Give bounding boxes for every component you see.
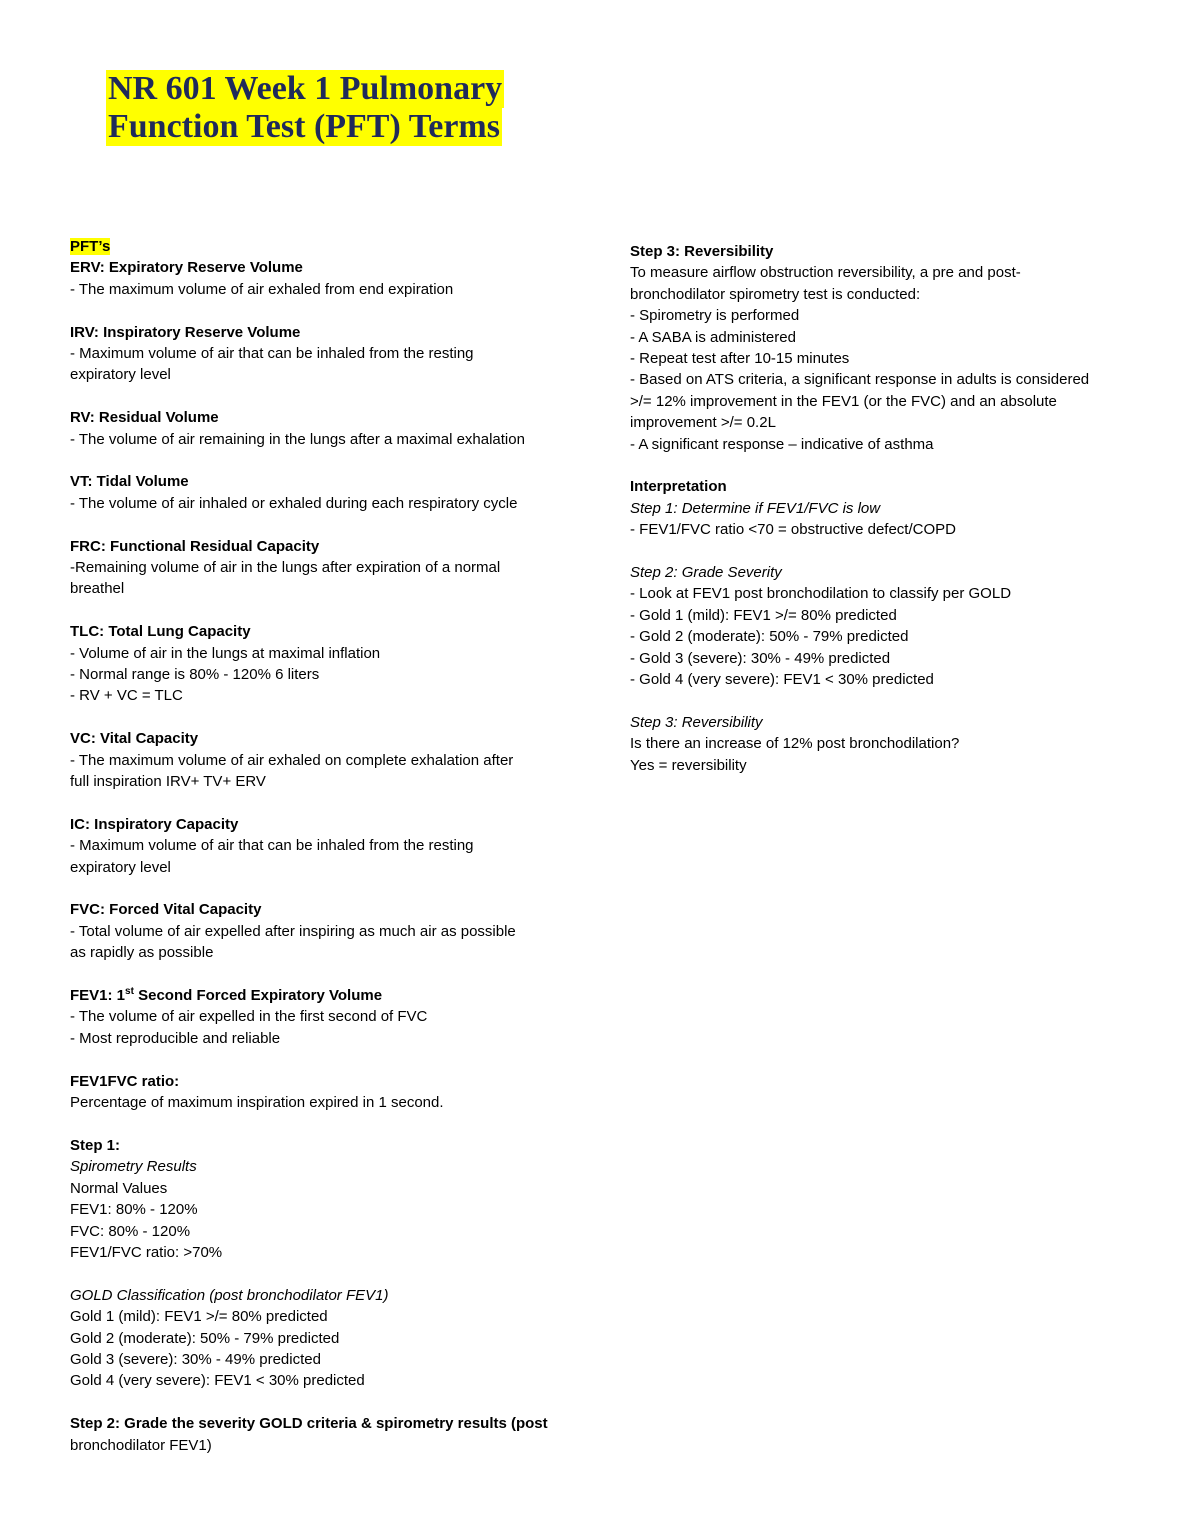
tlc-line: - Volume of air in the lungs at maximal inflation [70, 644, 381, 662]
vc-line: - The maximum volume of air exhaled on complete exhalation after [70, 751, 514, 769]
interp-step1-line: - FEV1/FVC ratio <70 = obstructive defect/COPD [630, 521, 956, 539]
normal-values-label: Normal Values [70, 1179, 168, 1197]
document-title [106, 70, 524, 146]
interpretation-heading: Interpretation [630, 478, 727, 496]
ic-line: expiratory level [70, 858, 171, 876]
step1-subheading: Spirometry Results [70, 1158, 197, 1176]
vc-heading: VC: Vital Capacity [70, 730, 199, 748]
fev1-line: - Most reproducible and reliable [70, 1029, 281, 1047]
interp-step2-heading: Step 2: Grade Severity [630, 564, 782, 582]
frc-heading: FRC: Functional Residual Capacity [70, 537, 320, 555]
vt-line: - The volume of air inhaled or exhaled during each respiratory cycle [70, 494, 518, 512]
step3-line: improvement >/= 0.2L [630, 414, 776, 432]
step1-line: FEV1/FVC ratio: >70% [70, 1243, 223, 1261]
interp-step3-line: Is there an increase of 12% post bronchodilation? [630, 735, 960, 753]
fvc-heading: FVC: Forced Vital Capacity [70, 901, 262, 919]
step3-heading: Step 3: Reversibility [630, 243, 774, 260]
interp-step3-line: Yes = reversibility [630, 756, 747, 774]
interp-step3-heading: Step 3: Reversibility [630, 713, 763, 731]
fev1-line: - The volume of air expelled in the first second of FVC [70, 1008, 428, 1026]
gold-line: Gold 4 (very severe): FEV1 < 30% predicted [70, 1372, 365, 1390]
irv-line: expiratory level [70, 366, 171, 384]
step3-line: - A SABA is administered [630, 328, 796, 346]
vt-heading: VT: Tidal Volume [70, 473, 189, 491]
step3-line: - Spirometry is performed [630, 307, 800, 325]
step1-line: FVC: 80% - 120% [70, 1222, 191, 1240]
fev1-heading-sup: st [125, 986, 134, 998]
interp-step2-line: - Gold 4 (very severe): FEV1 < 30% predicted [630, 671, 934, 689]
step3-line: - Based on ATS criteria, a significant response in adults is considered [630, 371, 1090, 389]
pfts-heading: PFT’s [70, 238, 111, 255]
fev1-heading-pre: FEV1: 1 [70, 987, 126, 1005]
gold-line: Gold 2 (moderate): 50% - 79% predicted [70, 1329, 340, 1347]
frc-line: breathel [70, 580, 125, 598]
title-line-2: Function Test (PFT) Terms [108, 108, 500, 145]
step3-line: - A significant response – indicative of asthma [630, 435, 934, 453]
ic-heading: IC: Inspiratory Capacity [70, 815, 239, 833]
ic-line: - Maximum volume of air that can be inhaled from the resting [70, 837, 474, 855]
step1-line: FEV1: 80% - 120% [70, 1201, 198, 1219]
gold-line: Gold 1 (mild): FEV1 >/= 80% predicted [70, 1308, 328, 1326]
erv-line: - The maximum volume of air exhaled from end expiration [70, 280, 454, 298]
irv-heading: IRV: Inspiratory Reserve Volume [70, 323, 301, 341]
erv-heading: ERV: Expiratory Reserve Volume [70, 259, 303, 277]
rv-heading: RV: Residual Volume [70, 409, 219, 427]
interp-step1-heading: Step 1: Determine if FEV1/FVC is low [630, 499, 881, 517]
step3-line: bronchodilator spirometry test is conducted: [630, 285, 921, 303]
tlc-heading: TLC: Total Lung Capacity [70, 623, 251, 641]
fev1-heading-post: Second Forced Expiratory Volume [133, 987, 383, 1005]
gold-heading: GOLD Classification (post bronchodilator FEV1) [70, 1286, 389, 1304]
step1-heading: Step 1: [70, 1136, 121, 1154]
step3-line: To measure airflow obstruction reversibility, a pre and post- [630, 264, 1021, 282]
fvc-line: - Total volume of air expelled after inspiring as much air as possible [70, 922, 516, 940]
rv-line: - The volume of air remaining in the lungs after a maximal exhalation [70, 430, 525, 448]
tlc-line: - Normal range is 80% - 120% 6 liters [70, 666, 320, 684]
irv-line: - Maximum volume of air that can be inhaled from the resting [70, 345, 474, 363]
tlc-line: - RV + VC = TLC [70, 687, 183, 705]
gold-line: Gold 3 (severe): 30% - 49% predicted [70, 1350, 321, 1368]
ratio-line: Percentage of maximum inspiration expired in 1 second. [70, 1094, 444, 1112]
interp-step2-line: - Gold 3 (severe): 30% - 49% predicted [630, 649, 891, 667]
step2-line: bronchodilator FEV1) [70, 1436, 212, 1454]
frc-line: -Remaining volume of air in the lungs after expiration of a normal [70, 559, 501, 577]
title-line-1: NR 601 Week 1 Pulmonary [108, 70, 503, 107]
fev1-heading [70, 985, 570, 1006]
ratio-heading: FEV1FVC ratio: [70, 1072, 180, 1090]
right-column [630, 241, 1130, 776]
interp-step2-line: - Look at FEV1 post bronchodilation to classify per GOLD [630, 585, 1012, 603]
step3-line: - Repeat test after 10-15 minutes [630, 350, 850, 368]
interp-step2-line: - Gold 2 (moderate): 50% - 79% predicted [630, 628, 909, 646]
vc-line: full inspiration IRV+ TV+ ERV [70, 773, 266, 791]
step3-line: >/= 12% improvement in the FEV1 (or the FVC) and an absolute [630, 392, 1057, 410]
step2-heading: Step 2: Grade the severity GOLD criteria & spirometry results (post [70, 1415, 548, 1433]
interp-step2-line: - Gold 1 (mild): FEV1 >/= 80% predicted [630, 606, 897, 624]
left-column [70, 236, 570, 1456]
fvc-line: as rapidly as possible [70, 944, 214, 962]
